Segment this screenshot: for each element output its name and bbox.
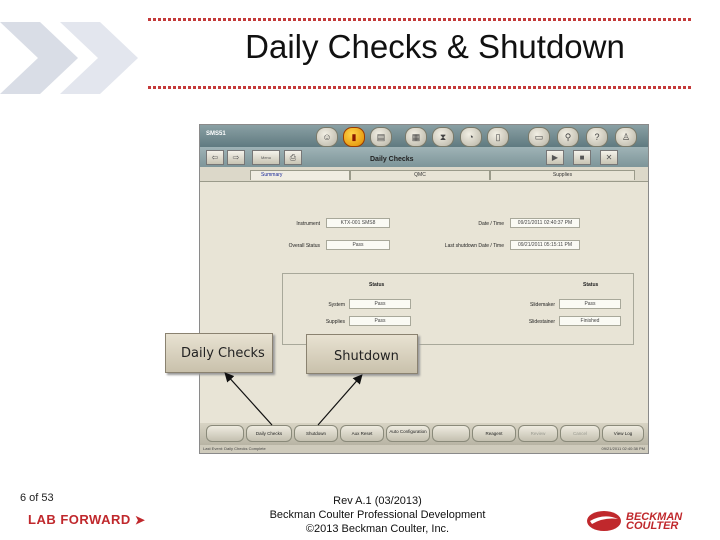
view-log-button[interactable]: View Log — [602, 425, 644, 442]
slide-title: Daily Checks & Shutdown — [245, 28, 625, 65]
system-status-field: Pass — [349, 299, 411, 309]
nav-bar — [200, 147, 648, 167]
beckman-coulter-wordmark — [626, 513, 682, 531]
title-rule — [148, 86, 693, 89]
forward-arrow-icon[interactable]: ⇨ — [227, 150, 245, 165]
instrument-field: KTX-001 SMS8 — [326, 218, 390, 228]
tab-supplies[interactable]: Supplies — [490, 170, 635, 180]
last-shutdown-field: 09/21/2011 05:15:11 PM — [510, 240, 580, 250]
overall-status-field: Pass — [326, 240, 390, 250]
play-icon[interactable]: ▶ — [546, 150, 564, 165]
page-number: 6 of 53 — [20, 492, 54, 504]
status-bar-timestamp: 09/21/2011 02:40:38 PM — [601, 446, 645, 451]
tab-summary[interactable]: Summary — [250, 170, 350, 180]
tab-strip — [200, 167, 648, 182]
app-window — [199, 124, 649, 454]
app-title-bar — [200, 125, 648, 147]
auto-configuration-button[interactable]: Auto Configuration — [386, 425, 430, 442]
supplies-status-field: Pass — [349, 316, 411, 326]
footer-line-3: ©2013 Beckman Coulter, Inc. — [305, 523, 450, 535]
people-icon[interactable]: ☺ — [316, 127, 338, 147]
user-icon[interactable]: ♙ — [615, 127, 637, 147]
status-bar-message: Last Event: Daily Checks Complete — [203, 446, 266, 451]
top-rule — [148, 18, 693, 21]
last-shutdown-label: Last shutdown Date / Time — [444, 243, 504, 249]
print-icon[interactable]: ⎙ — [284, 150, 302, 165]
daily-checks-button[interactable]: Daily Checks — [246, 425, 292, 442]
blank-button-2 — [432, 425, 470, 442]
shutdown-button[interactable]: Shutdown — [294, 425, 338, 442]
slidemaker-label: Slidemaker — [529, 302, 555, 308]
cancel-icon[interactable]: ✕ — [600, 150, 618, 165]
hourglass-icon[interactable]: ⧗ — [432, 127, 454, 147]
tab-qmc[interactable]: QMC — [350, 170, 490, 180]
cancel-button: Cancel — [560, 425, 600, 442]
bottom-button-bar — [200, 423, 648, 445]
supplies-label: Supplies — [325, 319, 345, 325]
slidestainer-label: Slidestainer — [528, 319, 555, 325]
status-header-right: Status — [583, 282, 599, 288]
tube-icon[interactable]: ▮ — [343, 127, 365, 147]
help-icon[interactable]: ? — [586, 127, 608, 147]
footer-text — [250, 494, 505, 536]
wordmark-line-2: COULTER — [626, 520, 679, 532]
stop-icon[interactable]: ■ — [573, 150, 591, 165]
printer-icon[interactable]: ▭ — [528, 127, 550, 147]
magnifier-icon[interactable]: ⚲ — [557, 127, 579, 147]
overall-status-label: Overall Status — [288, 243, 320, 249]
slidestainer-status-field: Finished — [559, 316, 621, 326]
menu-button[interactable]: Menu — [252, 150, 280, 165]
aux-reset-button[interactable]: Aux Reset — [340, 425, 384, 442]
back-arrow-icon[interactable]: ⇦ — [206, 150, 224, 165]
blank-button-1 — [206, 425, 244, 442]
reagent-button[interactable]: Reagent — [472, 425, 516, 442]
paper-stack-icon[interactable]: ▤ — [370, 127, 392, 147]
daily-checks-callout: Daily Checks — [165, 333, 273, 373]
footer-line-1: Rev A.1 (03/2013) — [333, 495, 422, 507]
wordmark-line-1: BECKMAN — [626, 511, 683, 523]
instrument-label: Instrument — [296, 221, 320, 227]
date-time-label: Date / Time — [478, 221, 504, 227]
grid-icon[interactable]: ▦ — [405, 127, 427, 147]
status-header-left: Status — [369, 282, 385, 288]
review-button: Review — [518, 425, 558, 442]
page-title: Daily Checks — [370, 156, 414, 163]
footer-line-2: Beckman Coulter Professional Development — [269, 509, 486, 521]
shutdown-callout: Shutdown — [306, 334, 418, 374]
system-label: System — [328, 302, 345, 308]
date-time-field: 09/21/2011 02:40:37 PM — [510, 218, 580, 228]
lab-forward-text: LAB FORWARD — [28, 512, 131, 527]
lab-forward-logo: LAB FORWARD ➤ — [28, 512, 146, 527]
status-bar — [200, 445, 648, 453]
tag-icon[interactable]: ▯ — [487, 127, 509, 147]
window-title: SMS51 — [206, 131, 226, 137]
slidemaker-status-field: Pass — [559, 299, 621, 309]
gauge-icon[interactable]: ◔ — [460, 127, 482, 147]
